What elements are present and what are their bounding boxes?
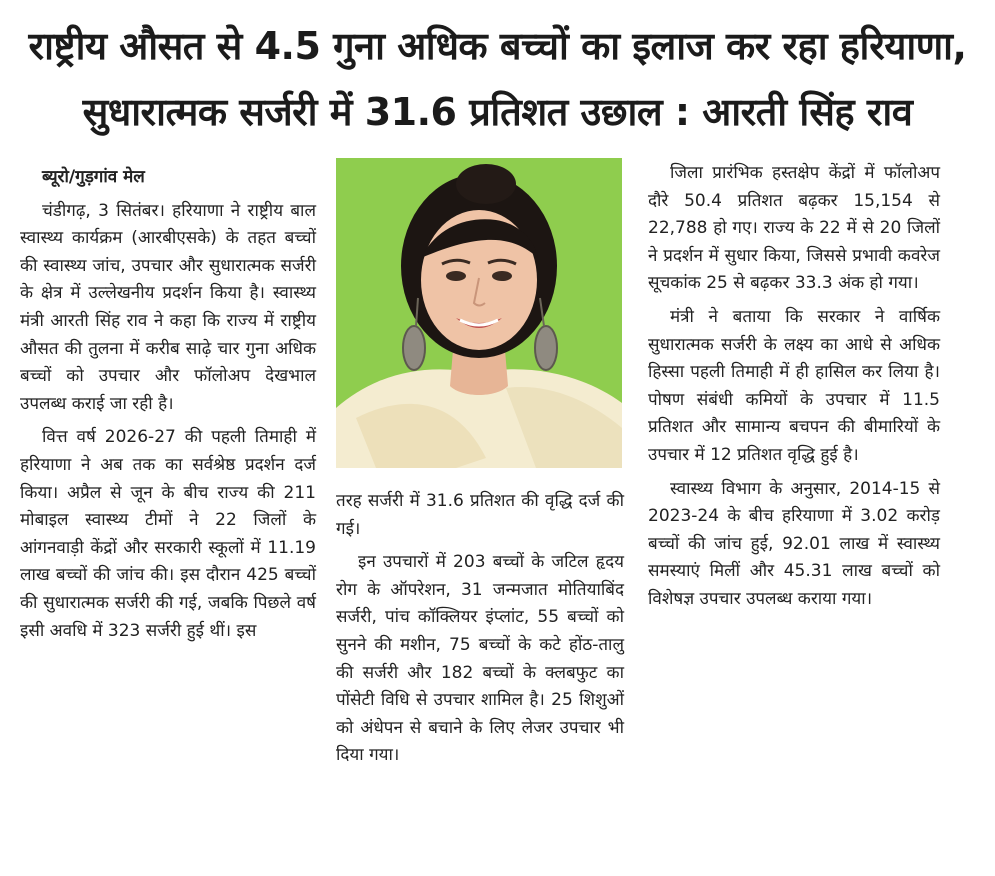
paragraph: चंडीगढ़, 3 सितंबर। हरियाणा ने राष्ट्रीय बाल स्वास्थ्य कार्यक्रम (आरबीएसके) के तहत बच्चों की स्वास्थ्य जांच, उपचार और सुधारात्मक सर्जरी के क्षेत्र में उल्लेखनीय प्रदर्शन किया है। स्वास्थ्य मंत्री आरती सिंह राव ने कहा कि राज्य में राष्ट्रीय औसत की तुलना में करीब साढ़े चार गुना अधिक बच्चों को उपचार और फॉलोअप देखभाल उपलब्ध कराई जा रही है। <box>20 200 316 414</box>
article-column-1 <box>20 164 316 645</box>
article-column-3 <box>648 160 940 614</box>
headline-line-2: सुधारात्मक सर्जरी में 31.6 प्रतिशत उछाल : आरती सिंह राव <box>82 90 913 134</box>
paragraph: स्वास्थ्य विभाग के अनुसार, 2014-15 से 2023-24 के बीच हरियाणा में 3.02 करोड़ बच्चों की जांच हुई, 92.01 लाख में स्वास्थ्य समस्याएं मिलीं और 45.31 लाख बच्चों को विशेषज्ञ उपचार उपलब्ध कराया गया। <box>648 478 940 609</box>
portrait-photo <box>336 158 622 468</box>
headline-line-1: राष्ट्रीय औसत से 4.5 गुना अधिक बच्चों का इलाज कर रहा हरियाणा, <box>28 24 967 68</box>
paragraph: वित्त वर्ष 2026-27 की पहली तिमाही में हरियाणा ने अब तक का सर्वश्रेष्ठ प्रदर्शन दर्ज किया। अप्रैल से जून के बीच राज्य की 211 मोबाइल स्वास्थ्य टीमों ने 22 जिलों के आंगनवाड़ी केंद्रों और सरकारी स्कूलों में 11.19 लाख बच्चों की जांच की। इस दौरान 425 बच्चों की सुधारात्मक सर्जरी की गई, जबकि पिछले वर्ष इसी अवधि में 323 सर्जरी हुई थीं। इस <box>20 427 316 641</box>
paragraph: तरह सर्जरी में 31.6 प्रतिशत की वृद्धि दर्ज की गई। <box>336 491 624 539</box>
byline: ब्यूरो/गुड़गांव मेल <box>42 167 145 187</box>
portrait-illustration <box>336 158 622 468</box>
paragraph: इन उपचारों में 203 बच्चों के जटिल हृदय रोग के ऑपरेशन, 31 जन्मजात मोतियाबिंद सर्जरी, पांच कॉक्लियर इंप्लांट, 55 बच्चों को सुनने की मशीन, 75 बच्चों के कटे होंठ-तालु की सर्जरी और 182 बच्चों के क्लबफुट का पोंसेटी विधि से उपचार शामिल है। 25 शिशुओं को अंधेपन से बचाने के लिए लेजर उपचार भी दिया गया। <box>336 552 624 766</box>
paragraph: जिला प्रारंभिक हस्तक्षेप केंद्रों में फॉलोअप दौरे 50.4 प्रतिशत बढ़कर 15,154 से 22,788 हो गए। राज्य के 22 में से 20 जिलों ने प्रदर्शन में सुधार किया, जिससे प्रभावी कवरेज सूचकांक 25 से बढ़कर 33.3 अंक हो गया। <box>648 163 940 294</box>
article-column-2 <box>336 488 624 770</box>
paragraph: मंत्री ने बताया कि सरकार ने वार्षिक सुधारात्मक सर्जरी के लक्ष्य का आधे से अधिक हिस्सा पहली तिमाही में ही हासिल कर लिया है। पोषण संबंधी कमियों के उपचार में 11.5 प्रतिशत और सामान्य बचपन की बीमारियों के उपचार में 12 प्रतिशत वृद्धि हुई है। <box>648 306 940 465</box>
